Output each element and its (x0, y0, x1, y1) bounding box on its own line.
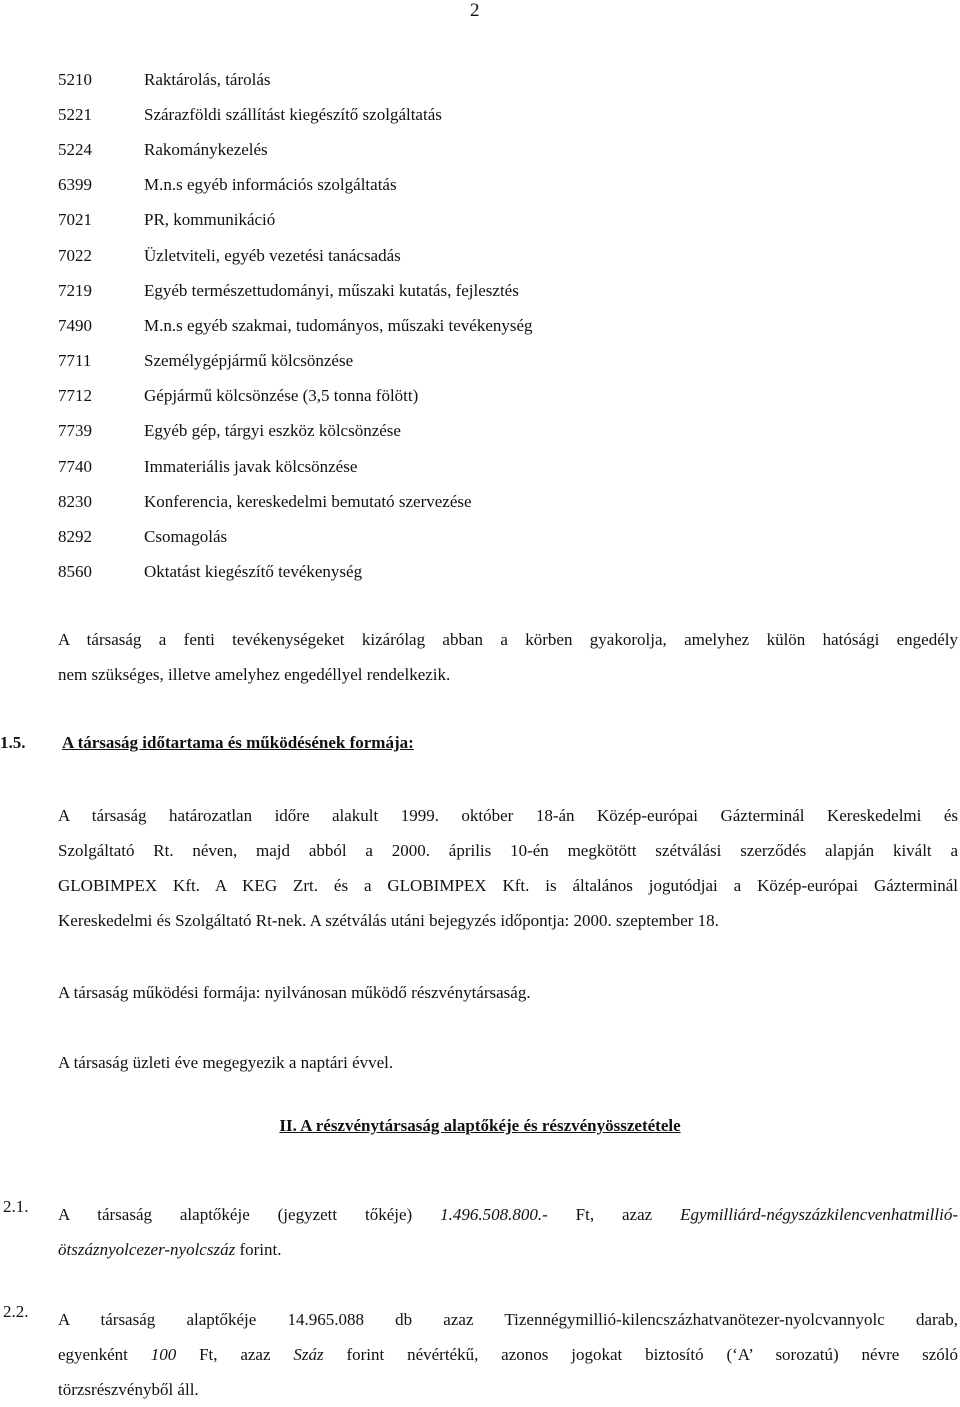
activities-note-line: nem szükséges, illetve amelyhez engedéllyel rendelkezik. (58, 665, 451, 684)
paragraph-line: törzsrészvényből áll. (58, 1380, 199, 1399)
activity-code: 8292 (58, 527, 92, 547)
activity-row (58, 484, 918, 519)
activity-row (58, 238, 918, 273)
activity-code: 7739 (58, 421, 92, 441)
capital-amount: 1.496.508.800. (440, 1205, 543, 1224)
activity-description: Konferencia, kereskedelmi bemutató szervezése (144, 491, 472, 511)
activity-description: Immateriális javak kölcsönzése (144, 456, 358, 476)
activity-code: 8230 (58, 491, 92, 511)
activity-description: Csomagolás (144, 527, 228, 547)
activity-description: Oktatást kiegészítő tevékenység (144, 562, 363, 582)
paragraph-line: egyenként 100 Ft, azaz Száz forint névértékű, azonos jogokat biztosító (‘A’ sorozatú) névre szóló (58, 1345, 959, 1364)
activities-note (58, 622, 958, 692)
paragraph-line: A társaság alaptőkéje (jegyzett tőkéje) 1.496.508.800.- Ft, azaz Egymilliárd-négyszázkilencvenhatmillió- (58, 1205, 958, 1224)
activities-list (58, 62, 918, 590)
nominal-value: 100 (150, 1345, 177, 1364)
activity-code: 7021 (58, 210, 92, 230)
activity-row (58, 132, 918, 167)
paragraph-line: A társaság alaptőkéje 14.965.088 db azaz Tizennégymillió-kilencszázhatvanötezer-nyolcvannyolc darab, (58, 1310, 958, 1329)
activity-description: Rakománykezelés (144, 139, 268, 159)
activity-description: Üzletviteli, egyéb vezetési tanácsadás (144, 245, 401, 265)
activity-row (58, 519, 918, 554)
nominal-value-words: Száz (293, 1345, 324, 1364)
capital-in-words: Egymilliárd-négyszázkilencvenhatmillió- (680, 1205, 958, 1224)
activity-code: 5210 (58, 69, 92, 89)
activity-code: 7022 (58, 245, 92, 265)
activity-description: M.n.s egyéb információs szolgáltatás (144, 175, 397, 195)
duration-paragraph (58, 798, 958, 938)
activity-row (58, 555, 918, 590)
operating-form: A társaság működési formája: nyilvánosan működő részvénytársaság. (58, 983, 531, 1002)
activity-description: Szárazföldi szállítást kiegészítő szolgáltatás (144, 104, 442, 124)
activity-description: Raktárolás, tárolás (144, 69, 271, 89)
activity-code: 7490 (58, 315, 92, 335)
activity-code: 5224 (58, 139, 92, 159)
activity-code: 7740 (58, 456, 92, 476)
activity-description: Egyéb természettudományi, műszaki kutatás, fejlesztés (144, 280, 519, 300)
activity-row (58, 414, 918, 449)
activity-description: Gépjármű kölcsönzése (3,5 tonna fölött) (144, 386, 419, 406)
paragraph-line: A társaság határozatlan időre alakult 1999. október 18-án Közép-európai Gázterminál Kereskedelmi és (58, 806, 958, 825)
section-heading: A társaság időtartama és működésének formája: (62, 733, 414, 752)
paragraph-line: GLOBIMPEX Kft. A KEG Zrt. és a GLOBIMPEX Kft. is általános jogutódjai a Közép-európai Gázterminál (58, 876, 958, 895)
activity-row (58, 273, 918, 308)
activity-description: M.n.s egyéb szakmai, tudományos, műszaki tevékenység (144, 315, 533, 335)
page-number: 2 (470, 0, 480, 21)
activity-description: Személygépjármű kölcsönzése (144, 351, 354, 371)
capital-paragraph (58, 1197, 958, 1267)
activity-description: Egyéb gép, tárgyi eszköz kölcsönzése (144, 421, 401, 441)
section-heading: II. A részvénytársaság alaptőkéje és részvényösszetétele (279, 1116, 681, 1135)
activity-row (58, 97, 918, 132)
activity-description: PR, kommunikáció (144, 210, 276, 230)
activities-note-line: A társaság a fenti tevékenységeket kizárólag abban a körben gyakorolja, amelyhez külön hatósági engedély (58, 630, 958, 649)
shares-paragraph (58, 1302, 958, 1407)
paragraph-line: Kereskedelmi és Szolgáltató Rt-nek. A szétválás utáni bejegyzés időpontja: 2000. szeptember 18. (58, 911, 719, 930)
activity-code: 6399 (58, 175, 92, 195)
capital-in-words: ötszáznyolcezer-nyolcszáz (58, 1240, 236, 1259)
activity-row (58, 308, 918, 343)
paragraph-line: ötszáznyolcezer-nyolcszáz forint. (58, 1240, 282, 1259)
activity-row (58, 62, 918, 97)
activity-row (58, 344, 918, 379)
business-year: A társaság üzleti éve megegyezik a naptári évvel. (58, 1053, 394, 1072)
activity-row (58, 168, 918, 203)
activity-code: 5221 (58, 104, 92, 124)
activity-code: 8560 (58, 562, 92, 582)
item-number: 2.1. (3, 1197, 29, 1216)
activity-row (58, 449, 918, 484)
activity-row (58, 379, 918, 414)
activity-code: 7219 (58, 280, 92, 300)
activity-row (58, 203, 918, 238)
section-number: 1.5. (0, 733, 26, 752)
activity-code: 7711 (58, 351, 92, 371)
paragraph-line: Szolgáltató Rt. néven, majd abból a 2000. április 10-én megkötött szétválási szerződés alapján kivált a (58, 841, 958, 860)
item-number: 2.2. (3, 1302, 29, 1321)
activity-code: 7712 (58, 386, 92, 406)
